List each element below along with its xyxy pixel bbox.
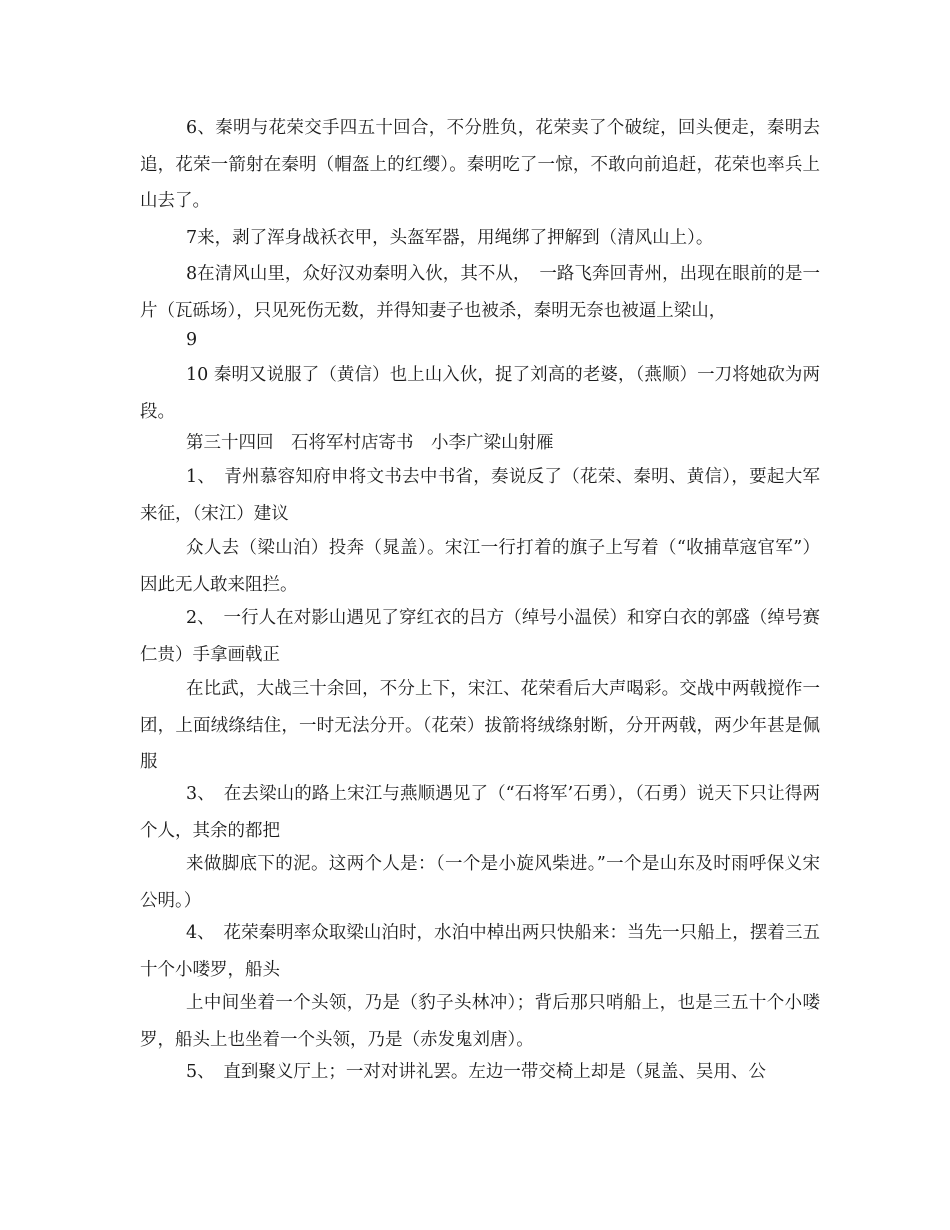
paragraph-34-3: 3、 在去梁山的路上宋江与燕顺遇见了（“石将军’石勇），（石勇）说天下只让得两个人，其余的都把 bbox=[140, 784, 820, 841]
paragraph-34-1-cont: 众人去（梁山泊）投奔（晁盖）。宋江一行打着的旗子上写着（“收捕草寇官军”）因此无人敢来阻拦。 bbox=[140, 538, 820, 595]
paragraph-7: 7来，剥了浑身战袄衣甲，头盔军器，用绳绑了押解到（清风山上）。 bbox=[186, 228, 714, 248]
paragraph-34-2: 2、 一行人在对影山遇见了穿红衣的吕方（绰号小温侯）和穿白衣的郭盛（绰号赛仁贵）手拿画戟正 bbox=[140, 608, 820, 665]
paragraph-6: 6、秦明与花荣交手四五十回合，不分胜负，花荣卖了个破绽，回头便走，秦明去追，花荣一箭射在秦明（帽盔上的红缨）。秦明吃了一惊，不敢向前追赶，花荣也率兵上山去了。 bbox=[140, 118, 820, 211]
paragraph-34-5: 5、 直到聚义厅上；一对对讲礼罢。左边一带交椅上却是（晁盖、吴用、公 bbox=[186, 1062, 766, 1082]
paragraph-10: 10 秦明又说服了（黄信）也上山入伙，捉了刘高的老婆，（燕顺）一刀将她砍为两段。 bbox=[140, 365, 820, 422]
paragraph-8: 8在清风山里，众好汉劝秦明入伙，其不从， 一路飞奔回青州，出现在眼前的是一片（瓦砾场），只见死伤无数，并得知妻子也被杀，秦明无奈也被逼上梁山， bbox=[140, 264, 820, 321]
paragraph-34-4: 4、 花荣秦明率众取梁山泊时，水泊中棹出两只快船来：当先一只船上，摆着三五十个小喽罗，船头 bbox=[140, 923, 820, 980]
paragraph-34-2-cont: 在比武，大战三十余回，不分上下，宋江、花荣看后大声喝彩。交战中两戟搅作一团，上面绒绦结住，一时无法分开。（花荣）拔箭将绒绦射断，分开两戟，两少年甚是佩服 bbox=[140, 679, 820, 772]
paragraph-9: 9 bbox=[186, 330, 198, 350]
paragraph-34-1: 1、 青州慕容知府申将文书去中书省，奏说反了（花荣、秦明、黄信），要起大军来征，（宋江）建议 bbox=[140, 467, 820, 524]
chapter-heading: 第三十四回 石将军村店寄书 小李广梁山射雁 bbox=[186, 433, 554, 453]
paragraph-34-4-cont: 上中间坐着一个头领，乃是（豹子头林冲）；背后那只哨船上，也是三五十个小喽罗，船头上也坐着一个头领，乃是（赤发鬼刘唐）。 bbox=[140, 993, 820, 1050]
paragraph-34-3-cont: 来做脚底下的泥。这两个人是：（一个是小旋风柴进。”一个是山东及时雨呼保义宋公明。） bbox=[140, 854, 820, 911]
